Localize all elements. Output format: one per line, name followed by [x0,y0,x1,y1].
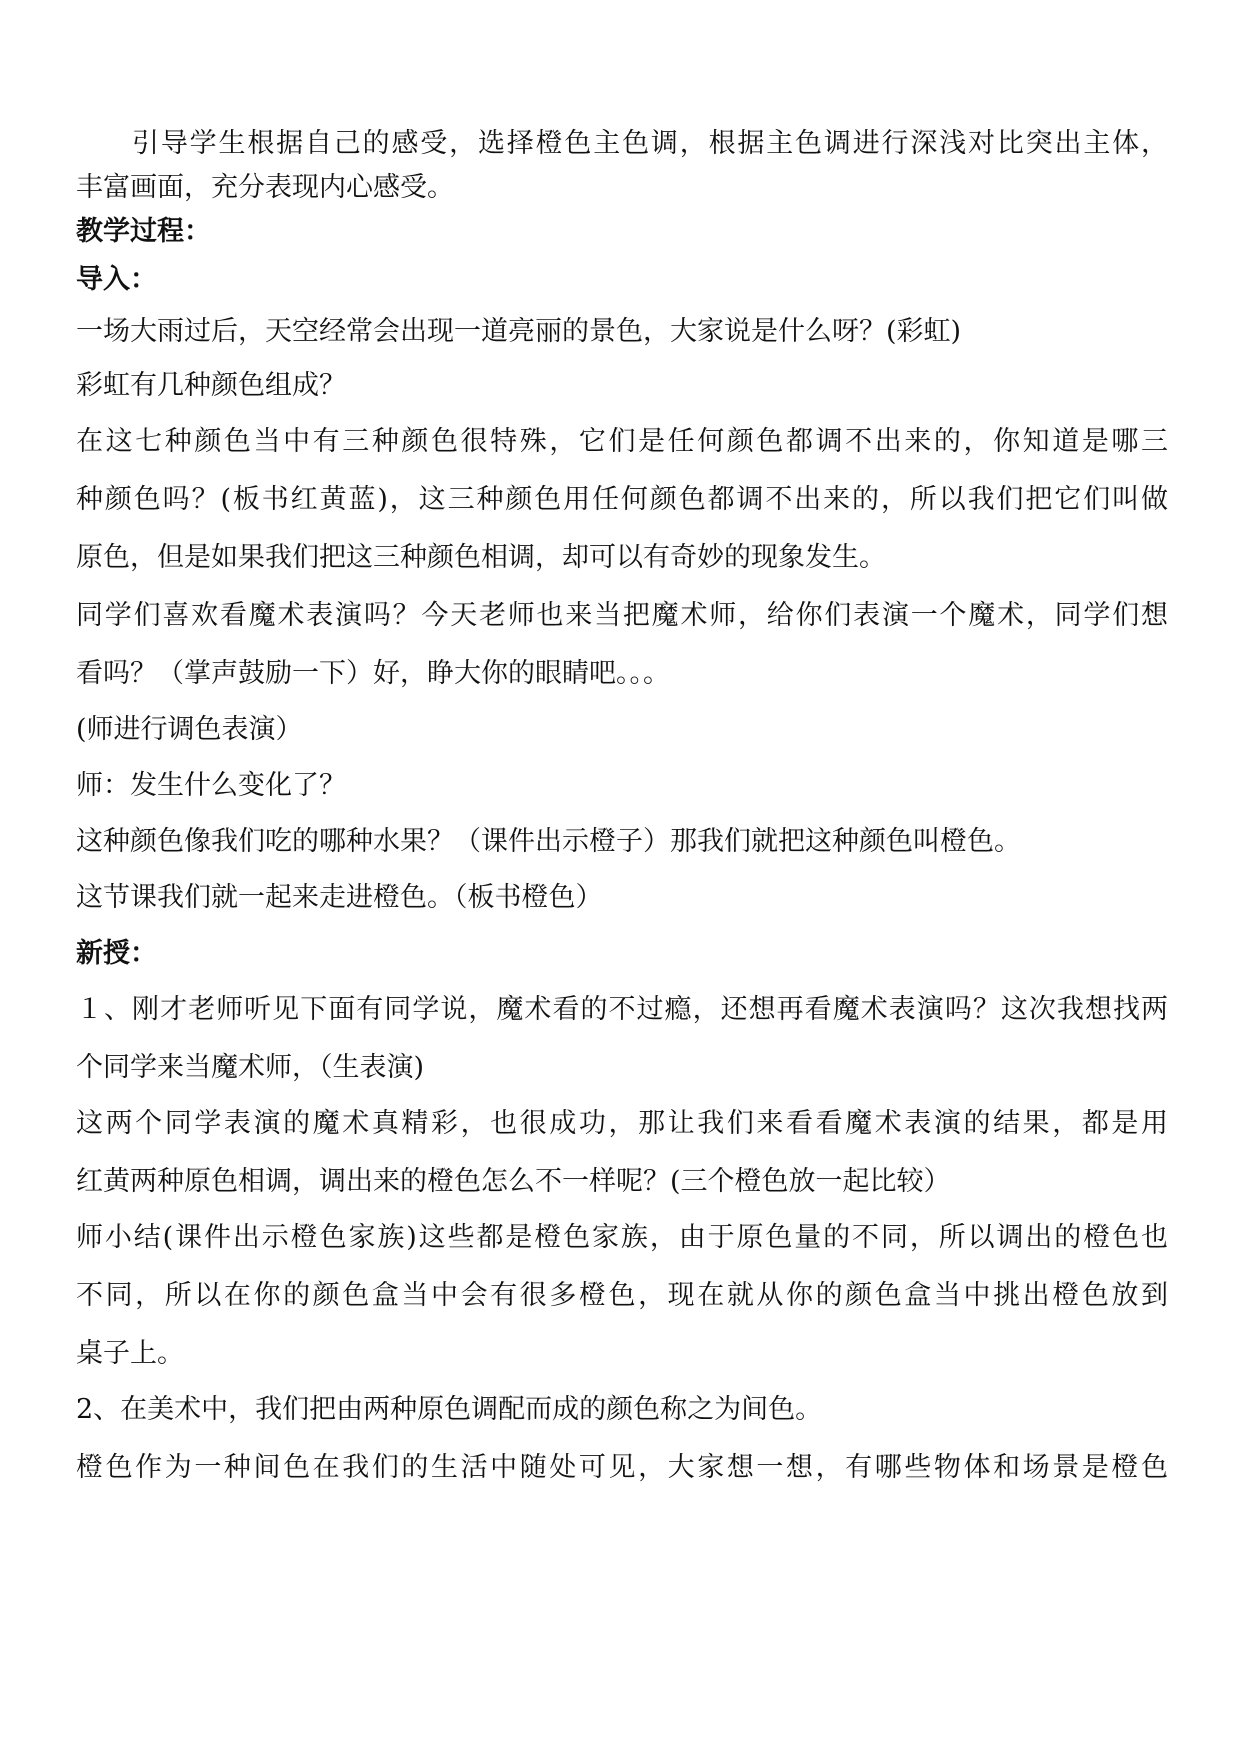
paragraph-line: １、刚才老师听见下面有同学说，魔术看的不过瘾，还想再看魔术表演吗？这次我想找两 [76,994,1168,1025]
section-heading: 新授： [76,938,157,969]
section-heading: 教学过程： [76,216,211,247]
paragraph-line: 在这七种颜色当中有三种颜色很特殊，它们是任何颜色都调不出来的，你知道是哪三 [76,426,1168,457]
section-heading: 导入： [76,264,157,295]
paragraph-line: 橙色作为一种间色在我们的生活中随处可见，大家想一想，有哪些物体和场景是橙色 [76,1452,1168,1483]
paragraph-line: 红黄两种原色相调，调出来的橙色怎么不一样呢？(三个橙色放一起比较） [76,1166,951,1197]
paragraph-line: 引导学生根据自己的感受，选择橙色主色调，根据主色调进行深浅对比突出主体， [132,128,1168,159]
paragraph-line: (师进行调色表演） [76,714,303,745]
paragraph-line: 彩虹有几种颜色组成？ [76,370,346,401]
paragraph-line: 丰富画面，充分表现内心感受。 [76,172,454,203]
paragraph-line: 桌子上。 [76,1338,184,1369]
paragraph-line: 这节课我们就一起来走进橙色。（板书橙色） [76,882,603,913]
paragraph-line: 看吗？（掌声鼓励一下）好，睁大你的眼睛吧。。。 [76,658,670,689]
paragraph-line: 种颜色吗？(板书红黄蓝)，这三种颜色用任何颜色都调不出来的，所以我们把它们叫做 [76,484,1168,515]
paragraph-line: 2、在美术中，我们把由两种原色调配而成的颜色称之为间色。 [76,1394,823,1425]
paragraph-line: 师：发生什么变化了？ [76,770,346,801]
paragraph-line: 个同学来当魔术师，（生表演) [76,1052,425,1083]
paragraph-line: 这种颜色像我们吃的哪种水果？（课件出示橙子）那我们就把这种颜色叫橙色。 [76,826,1021,857]
paragraph-line: 一场大雨过后，天空经常会出现一道亮丽的景色，大家说是什么呀？(彩虹) [76,316,962,347]
paragraph-line: 同学们喜欢看魔术表演吗？今天老师也来当把魔术师，给你们表演一个魔术，同学们想 [76,600,1168,631]
paragraph-line: 师小结(课件出示橙色家族)这些都是橙色家族，由于原色量的不同，所以调出的橙色也 [76,1222,1168,1253]
paragraph-line: 不同，所以在你的颜色盒当中会有很多橙色，现在就从你的颜色盒当中挑出橙色放到 [76,1280,1168,1311]
paragraph-line: 这两个同学表演的魔术真精彩，也很成功，那让我们来看看魔术表演的结果，都是用 [76,1108,1168,1139]
paragraph-line: 原色，但是如果我们把这三种颜色相调，却可以有奇妙的现象发生。 [76,542,886,573]
